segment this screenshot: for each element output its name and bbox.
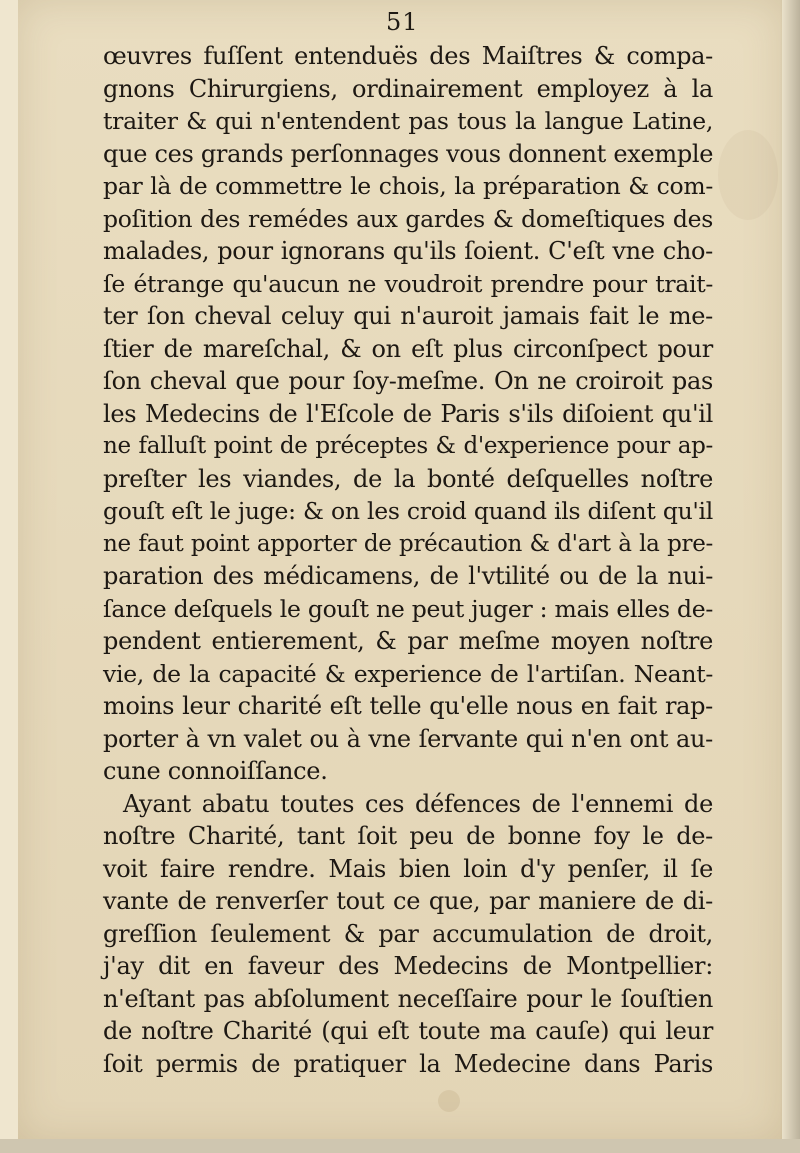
text-line: gouſt eſt le juge: & on les croid quand ils diſent qu'il [103, 497, 713, 525]
text-line: gnons Chirurgiens, ordinairement employez à la [103, 74, 713, 103]
text-line: cune connoiſſance. [103, 757, 328, 785]
page-edge-shadow [780, 0, 800, 1153]
text-line: pendent entierement, & par meſme moyen noſtre [103, 627, 713, 655]
page-bottom-edge [0, 1139, 800, 1153]
page-number: 51 [386, 8, 419, 36]
text-line: ter ſon cheval celuy qui n'auroit jamais fait le me- [103, 302, 713, 330]
text-line: œuvres fuſſent entenduës des Maiſtres & compa- [103, 42, 713, 70]
text-line: ſance deſquels le gouſt ne peut juger : mais elles de- [103, 594, 713, 623]
body-text [103, 40, 713, 1080]
text-line: malades, pour ignorans qu'ils ſoient. C'eſt vne cho- [103, 237, 713, 265]
text-line: les Medecins de l'Eſcole de Paris s'ils diſoient qu'il [103, 399, 713, 428]
text-line: paration des médicamens, de l'vtilité ou de la nui- [103, 562, 713, 590]
text-line: poſition des remédes aux gardes & domeſtiques des [103, 204, 713, 233]
text-line: traiter & qui n'entendent pas tous la langue Latine, [103, 107, 713, 135]
text-line: n'eſtant pas abſolument neceſſaire pour le ſouſtien [103, 984, 713, 1013]
text-line: noſtre Charité, tant ſoit peu de bonne foy le de- [103, 822, 713, 850]
text-line: Ayant abatu toutes ces défences de l'ennemi de [123, 789, 713, 818]
text-line: j'ay dit en faveur des Medecins de Montpellier: [103, 952, 713, 980]
text-line: vie, de la capacité & experience de l'artiſan. Neant- [103, 659, 713, 688]
text-line: ſtier de mareſchal, & on eſt plus circonſpect pour [103, 334, 713, 363]
text-line: par là de commettre le chois, la préparation & com- [103, 172, 713, 200]
text-line: voit faire rendre. Mais bien loin d'y penſer, il ſe [103, 854, 713, 883]
text-line: que ces grands perſonnages vous donnent exemple [103, 139, 714, 168]
text-line: vante de renverſer tout ce que, par maniere de di- [103, 887, 713, 915]
text-line: preſter les viandes, de la bonté deſquelles noſtre [103, 464, 713, 493]
text-line: moins leur charité eſt telle qu'elle nous en fait rap- [103, 692, 713, 720]
text-line: ſoit permis de pratiquer la Medecine dans Paris [103, 1049, 713, 1078]
text-line: greſſion ſeulement & par accumulation de droit, [103, 919, 713, 948]
text-line: de noſtre Charité (qui eſt toute ma cauſe) qui leur [103, 1017, 713, 1045]
text-line: ne faut point apporter de précaution & d'art à la pre- [103, 530, 713, 557]
text-line: porter à vn valet ou à vne ſervante qui n'en ont au- [103, 724, 713, 753]
text-line: ſon cheval que pour ſoy-meſme. On ne croiroit pas [103, 367, 713, 395]
text-line: ne falluſt point de préceptes & d'experience pour ap- [103, 433, 713, 459]
text-line: ſe étrange qu'aucun ne voudroit prendre pour trait- [103, 269, 713, 298]
